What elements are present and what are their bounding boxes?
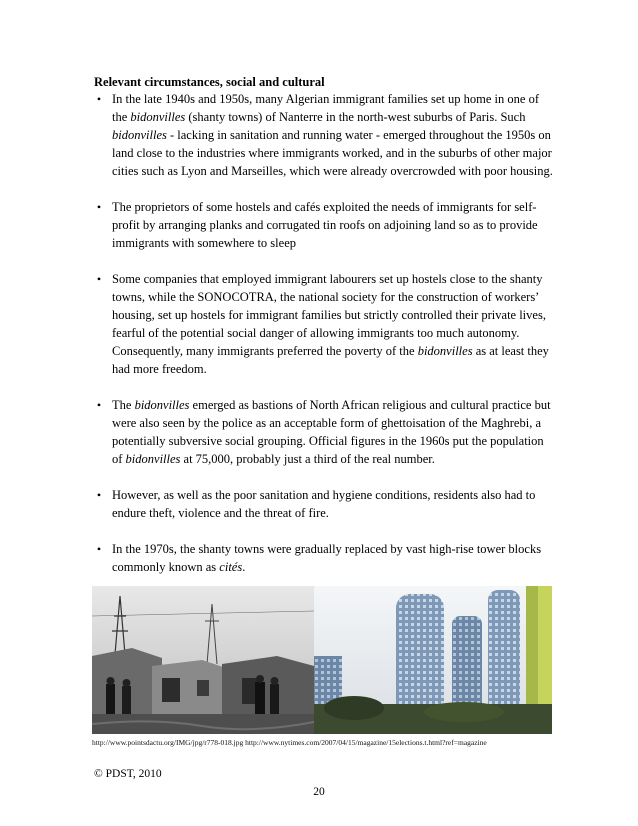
bullet-text: - lacking in sanitation and running water - emerged throughout the 1950s on land close to the industries where immigrants worked, and in the suburbs of other major cities such as Lyon and Marseilles, which were already overcrowded with poor housing. [112,128,553,178]
bullet-text: In the late 1940s and 1950s, many Algerian immigrant families set up home in one of the [112,92,539,124]
bullet-text: The [112,398,135,412]
bullet-text: However, as well as the poor sanitation and hygiene conditions, residents also had to endure theft, violence and the threat of fire. [112,488,536,520]
tower-blocks-photo [314,586,552,734]
italic-term: bidonvilles [417,344,473,358]
bullet-icon: • [96,488,102,502]
bullet-icon: • [96,542,102,556]
bullet-icon: • [96,92,102,106]
italic-term: bidonvilles [112,128,167,142]
bullet-item [94,540,556,576]
bullet-text: In the 1970s, the shanty towns were gradually replaced by vast high-rise tower blocks commonly known as [112,542,542,574]
image-source-caption: http://www.pointsdactu.org/IMG/jpg/r778-018.jpg http://www.nytimes.com/2007/04/15/magazine/15elections.t.html?ref=magazine [92,738,487,747]
bullet-icon: • [96,200,102,214]
italic-term: bidonvilles [130,110,186,124]
italic-term: bidonvilles [125,452,181,466]
bullet-item [94,198,556,252]
italic-term: bidonvilles [134,398,190,412]
bullet-text: emerged as bastions of North African religious and cultural practice but were also seen by the police as an acceptable form of ghettoisation of the Maghrebi, a potentially subversive social grouping. Official figures in the 1960s put the population of [112,398,551,466]
bullet-text: . [242,560,246,574]
bullet-text: (shanty towns) of Nanterre in the north-west suburbs of Paris. Such [185,110,526,124]
copyright-footer: © PDST, 2010 [94,768,162,780]
bullet-text: Some companies that employed immigrant labourers set up hostels close to the shanty towns, while the SONOCOTRA, the national society for the construction of workers’ housing, set up hostels for immigrant families but strictly controlled their private lives, fearful of the potential social danger of allowing immigrants too much autonomy. Consequently, many immigrants preferred the poverty of the [112,272,546,358]
italic-term: cités [219,560,243,574]
page-number: 20 [313,786,325,798]
bullet-icon: • [96,398,102,412]
bullet-item [94,486,556,522]
bullet-text: as at least they had more freedom. [112,344,549,376]
bullet-text: The proprietors of some hostels and cafés exploited the needs of immigrants for self-profit by arranging planks and corrugated tin roofs on adjoining land so as to provide immigrants with somewhere to sleep [112,200,538,250]
bullet-icon: • [96,272,102,286]
photo-figure [92,586,552,734]
bullet-item [94,396,556,468]
bullet-text: at 75,000, probably just a third of the real number. [180,452,435,466]
shanty-town-photo [92,586,314,734]
section-heading: Relevant circumstances, social and cultural [94,75,325,89]
bullet-item [94,90,556,180]
bullet-item [94,270,556,378]
